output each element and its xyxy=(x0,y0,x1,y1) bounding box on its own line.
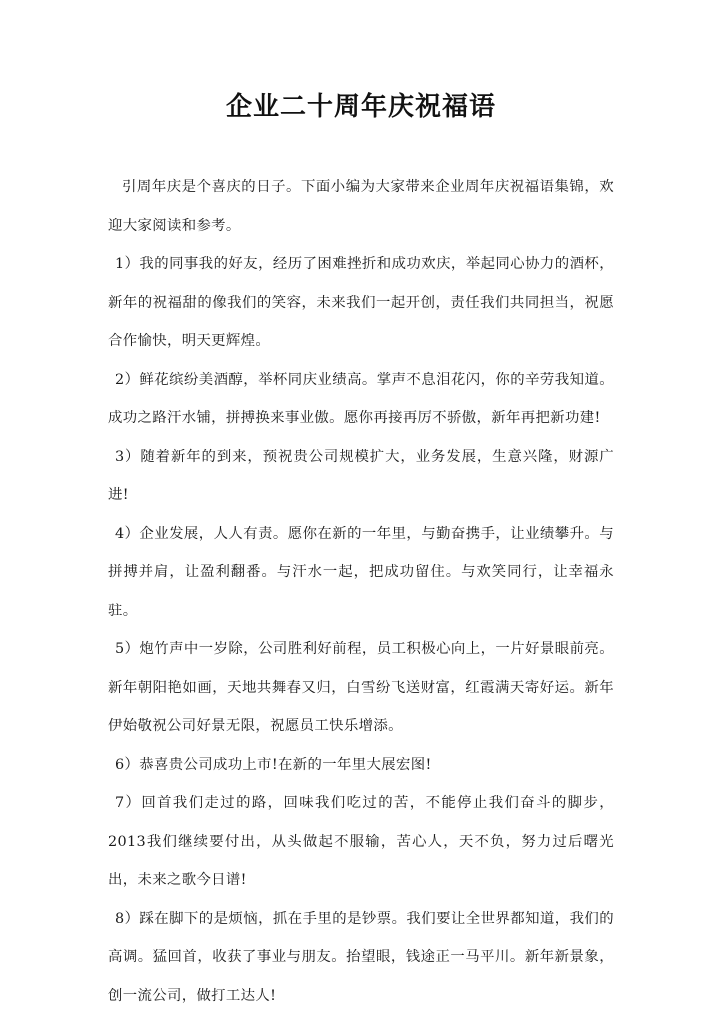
blessing-item-2: 2）鲜花缤纷美酒醇，举杯同庆业绩高。掌声不息泪花闪，你的辛劳我知道。成功之路汗水铺，拼搏换来事业傲。愿你再接再厉不骄傲，新年再把新功建! xyxy=(108,371,614,426)
blessing-item-3: 3）随着新年的到来，预祝贵公司规模扩大，业务发展，生意兴隆，财源广进! xyxy=(108,448,614,503)
blessing-item-7: 7）回首我们走过的路，回味我们吃过的苦，不能停止我们奋斗的脚步，2013我们继续要付出，从头做起不服输，苦心人，天不负，努力过后曙光出，未来之歌今日谱! xyxy=(108,795,614,888)
document-title: 企业二十周年庆祝福语 xyxy=(225,92,496,122)
blessing-item-5: 5）炮竹声中一岁除，公司胜利好前程，员工积极心向上，一片好景眼前亮。新年朝阳艳如画，天地共舞春又归，白雪纷飞送财富，红霞满天寄好运。新年伊始敬祝公司好景无限，祝愿员工快乐增添。 xyxy=(108,641,614,734)
blessing-item-6: 6）恭喜贵公司成功上市!在新的一年里大展宏图! xyxy=(115,756,432,773)
blessing-item-8: 8）踩在脚下的是烦恼，抓在手里的是钞票。我们要让全世界都知道，我们的高调。猛回首，收获了事业与朋友。抬望眼，钱途正一马平川。新年新景象，创一流公司，做打工达人! xyxy=(108,910,614,1004)
blessing-item-4: 4）企业发展，人人有责。愿你在新的一年里，与勤奋携手，让业绩攀升。与拼搏并肩，让盈利翻番。与汗水一起，把成功留住。与欢笑同行，让幸福永驻。 xyxy=(108,525,614,619)
document-body xyxy=(108,168,614,1015)
blessing-item-1: 1）我的同事我的好友，经历了困难挫折和成功欢庆，举起同心协力的酒杯，新年的祝福甜的像我们的笑容，未来我们一起开创，责任我们共同担当，祝愿合作愉快，明天更辉煌。 xyxy=(108,256,614,349)
intro-paragraph: 引周年庆是个喜庆的日子。下面小编为大家带来企业周年庆祝福语集锦，欢迎大家阅读和参考。 xyxy=(108,179,614,234)
